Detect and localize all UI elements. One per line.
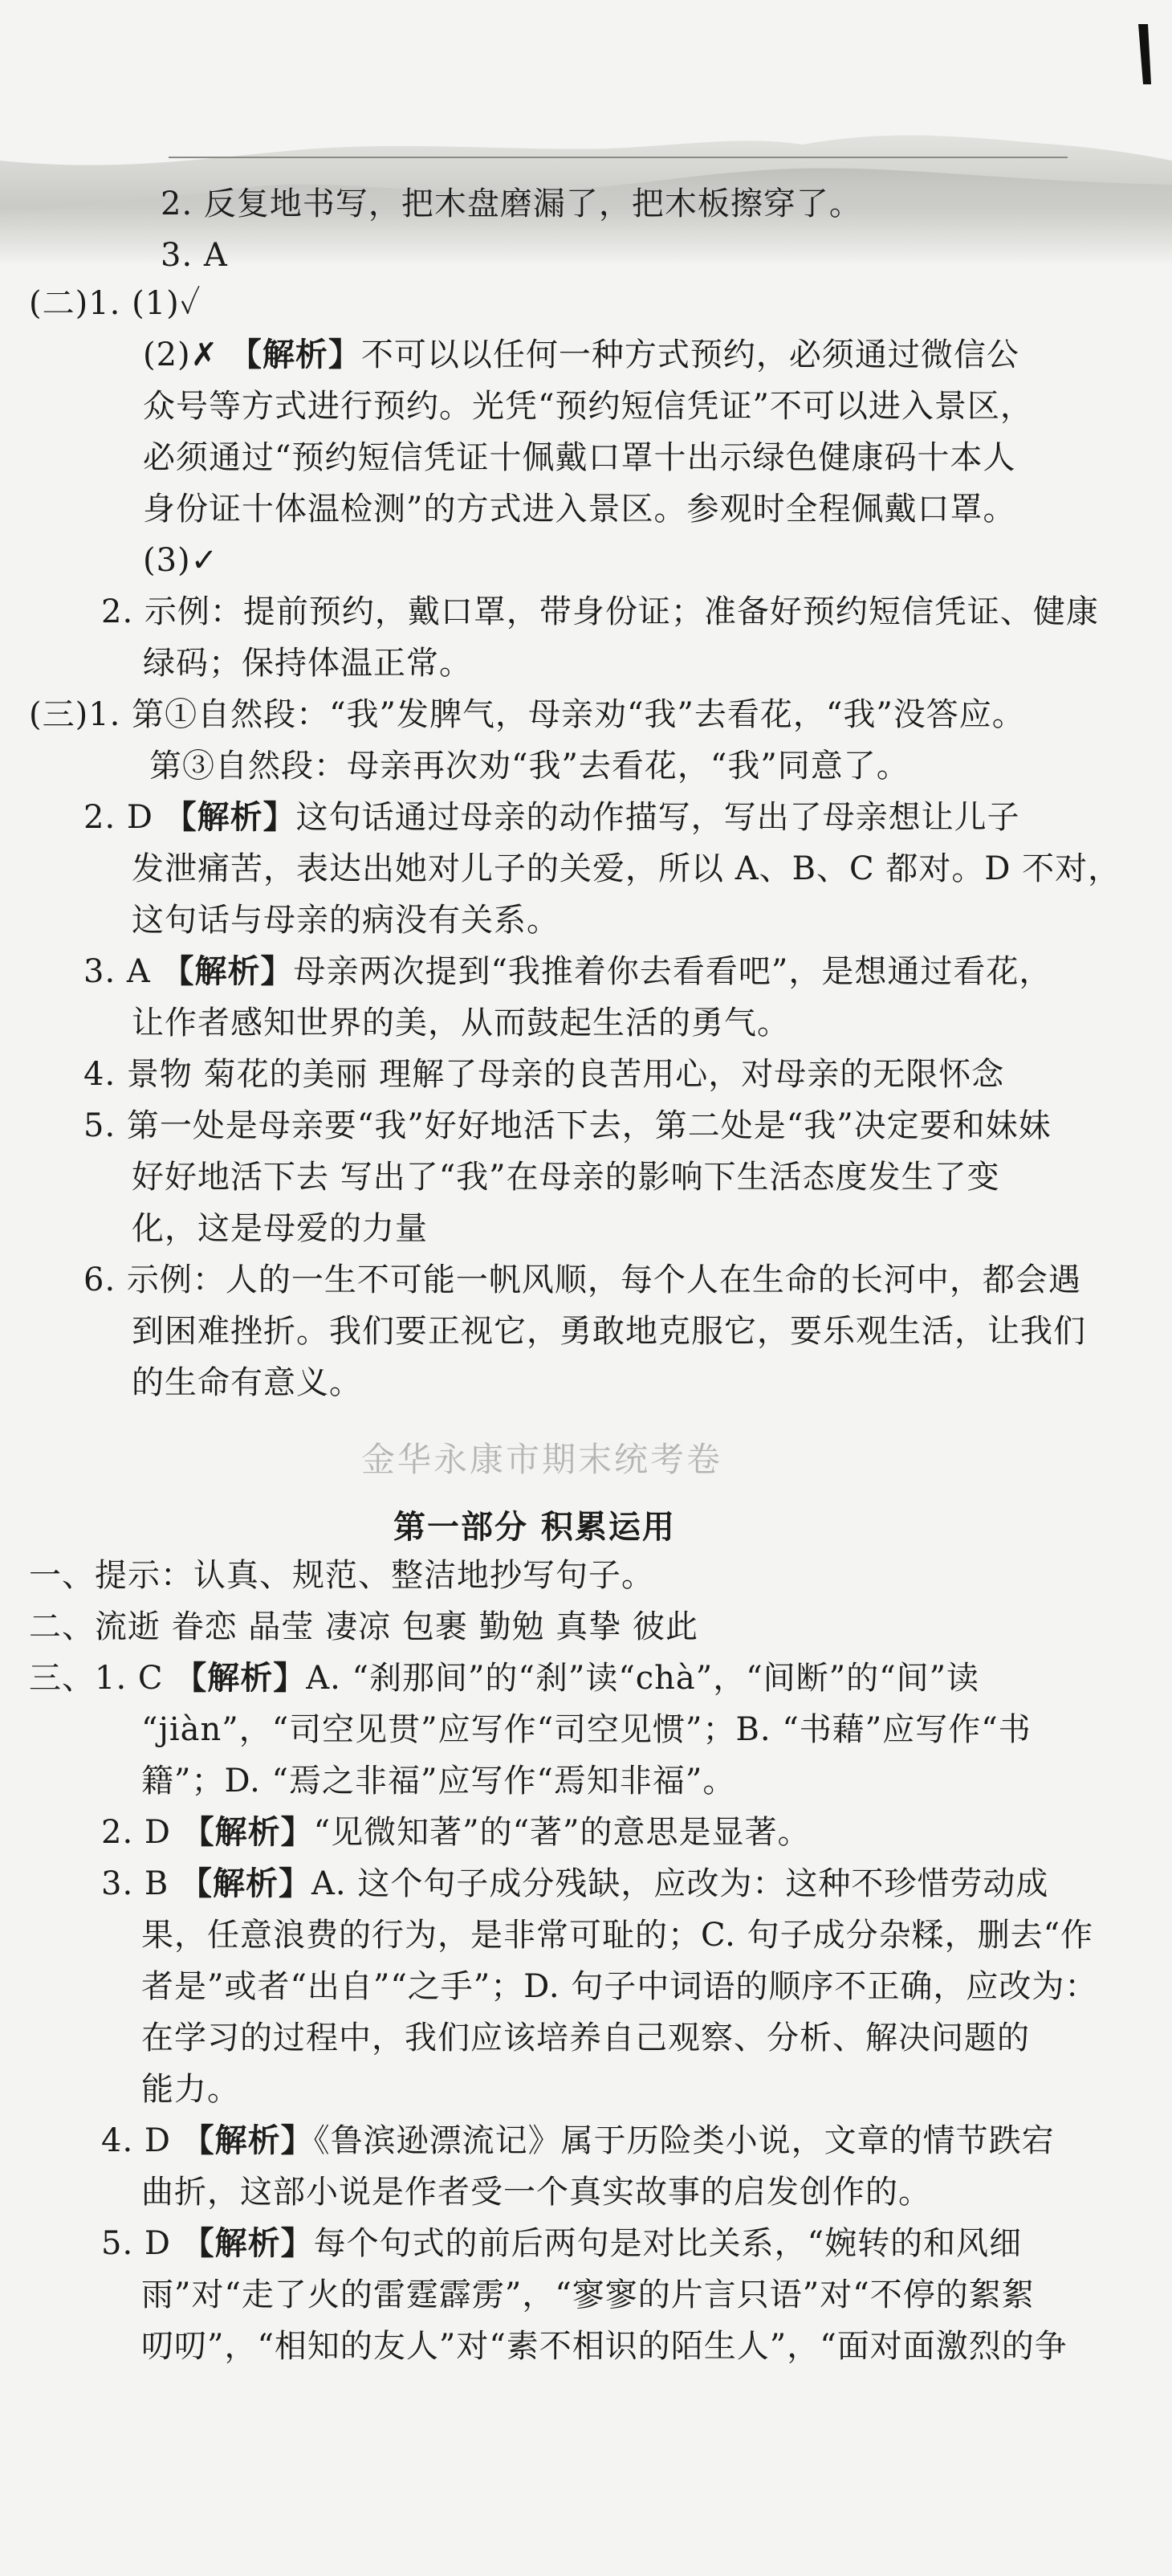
answer-line	[101, 2221, 1022, 2266]
analysis-tag: 【解析】	[161, 953, 294, 990]
answer-line: 让作者感知世界的美，从而鼓起生活的勇气。	[132, 1005, 790, 1041]
analysis-tag: 【解析】	[181, 2122, 314, 2159]
answer-text: A. “刹那间”的“刹”读“chà”，“间断”的“间”读	[306, 1660, 980, 1697]
answer-line: (三)1. 第①自然段：“我”发脾气，母亲劝“我”去看花，“我”没答应。	[29, 696, 1025, 733]
answer-number: 5. D	[101, 2225, 182, 2262]
answer-line: 的生命有意义。	[132, 1364, 362, 1401]
answer-text: “见微知著”的“著”的意思是显著。	[313, 1814, 811, 1851]
exam-title: 金华永康市期末统考卷	[361, 1440, 723, 1479]
answer-line: 化，这是母爱的力量	[132, 1210, 428, 1247]
answer-line: 绿码；保持体温正常。	[143, 645, 472, 682]
answer-line: 雨”对“走了火的雷霆霹雳”，“寥寥的片言只语”对“不停的絮絮	[141, 2276, 1035, 2313]
answer-text: 不可以以任何一种方式预约，必须通过微信公	[360, 336, 1019, 373]
answer-line: 曲折，这部小说是作者受一个真实故事的启发创作的。	[141, 2174, 931, 2211]
answer-number: 4. D	[101, 2122, 182, 2159]
answer-line: 身份证十体温检测”的方式进入景区。参观时全程佩戴口罩。	[143, 491, 1016, 528]
answer-line: 籍”；D. “焉之非福”应写作“焉知非福”。	[141, 1763, 736, 1800]
answer-number: (2)✗	[143, 336, 230, 373]
answer-line: 2. 示例：提前预约，戴口罩，带身份证；准备好预约短信凭证、健康	[101, 593, 1099, 630]
analysis-tag: 【解析】	[174, 1660, 307, 1697]
answer-line: 第③自然段：母亲再次劝“我”去看花，“我”同意了。	[149, 748, 910, 785]
answer-line: 能力。	[141, 2071, 240, 2108]
answer-line: 6. 示例：人的一生不可能一帆风顺，每个人在生命的长河中，都会遇	[83, 1262, 1081, 1298]
analysis-tag: 【解析】	[181, 2225, 314, 2262]
analysis-tag: 【解析】	[180, 1865, 311, 1902]
answer-line	[83, 795, 1020, 840]
answer-text: 《鲁滨逊漂流记》属于历险类小说，文章的情节跌宕	[313, 2122, 1055, 2159]
answer-line: 必须通过“预约短信凭证十佩戴口罩十出示绿色健康码十本人	[143, 439, 1016, 476]
answer-number: 3. B	[101, 1865, 180, 1902]
answer-line	[29, 1656, 979, 1701]
answer-line: 4. 景物 菊花的美丽 理解了母亲的良苦用心，对母亲的无限怀念	[83, 1056, 1005, 1093]
answer-line: (二)1. (1)✓	[29, 285, 201, 322]
answer-text: 母亲两次提到“我推着你去看看吧”，是想通过看花，	[293, 953, 1052, 990]
analysis-tag: 【解析】	[229, 336, 361, 373]
answer-text: A. 这个句子成分残缺，应改为：这种不珍惜劳动成	[311, 1865, 1049, 1902]
answer-line: 这句话与母亲的病没有关系。	[132, 902, 560, 939]
answer-line: 好好地活下去 写出了“我”在母亲的影响下生活态度发生了变	[132, 1159, 1000, 1196]
answer-number: 2. D	[101, 1814, 182, 1851]
answer-line: 2. 反复地书写，把木盘磨漏了，把木板擦穿了。	[161, 185, 862, 222]
answer-line: “jiàn”，“司空见贯”应写作“司空见惯”；B. “书藉”应写作“书	[141, 1711, 1032, 1748]
section-title: 第一部分 积累运用	[393, 1509, 676, 1546]
answer-line: 者是”或者“出自”“之手”；D. 句子中词语的顺序不正确，应改为：	[141, 1968, 1098, 2005]
answer-line: 在学习的过程中，我们应该培养自己观察、分析、解决问题的	[141, 2020, 1030, 2056]
answer-line: 发泄痛苦，表达出她对儿子的关爱，所以 A、B、C 都对。D 不对，	[132, 850, 1121, 887]
answer-line	[143, 332, 1019, 377]
answer-line: 二、流逝 眷恋 晶莹 凄凉 包裹 勤勉 真挚 彼此	[29, 1608, 699, 1645]
answer-line: (3)✓	[143, 542, 219, 579]
answer-text: 这句话通过母亲的动作描写，写出了母亲想让儿子	[295, 799, 1020, 836]
answer-line: 果，任意浪费的行为，是非常可耻的；C. 句子成分杂糅，删去“作	[141, 1917, 1094, 1954]
answer-number: 2. D	[83, 799, 165, 836]
answer-text: 每个句式的前后两句是对比关系，“婉转的和风细	[313, 2225, 1023, 2262]
answer-line	[83, 949, 1052, 994]
answer-line: 5. 第一处是母亲要“我”好好地活下去，第二处是“我”决定要和妹妹	[83, 1107, 1052, 1144]
answer-line: 叨叨”，“相知的友人”对“素不相识的陌生人”，“面对面激烈的争	[141, 2328, 1068, 2365]
answer-number: 三、1. C	[29, 1660, 175, 1697]
answer-line	[101, 2118, 1055, 2163]
answer-line	[101, 1810, 810, 1855]
answer-number: 3. A	[83, 953, 162, 990]
answer-line: 众号等方式进行预约。光凭“预约短信凭证”不可以进入景区，	[143, 388, 1033, 425]
answer-line: 一、提示：认真、规范、整洁地抄写句子。	[29, 1557, 654, 1594]
answer-line: 3. A	[161, 237, 228, 274]
analysis-tag: 【解析】	[181, 1814, 314, 1851]
analysis-tag: 【解析】	[164, 799, 296, 836]
answer-line: 到困难挫折。我们要正视它，勇敢地克服它，要乐观生活，让我们	[132, 1313, 1086, 1350]
answer-line	[101, 1861, 1048, 1906]
